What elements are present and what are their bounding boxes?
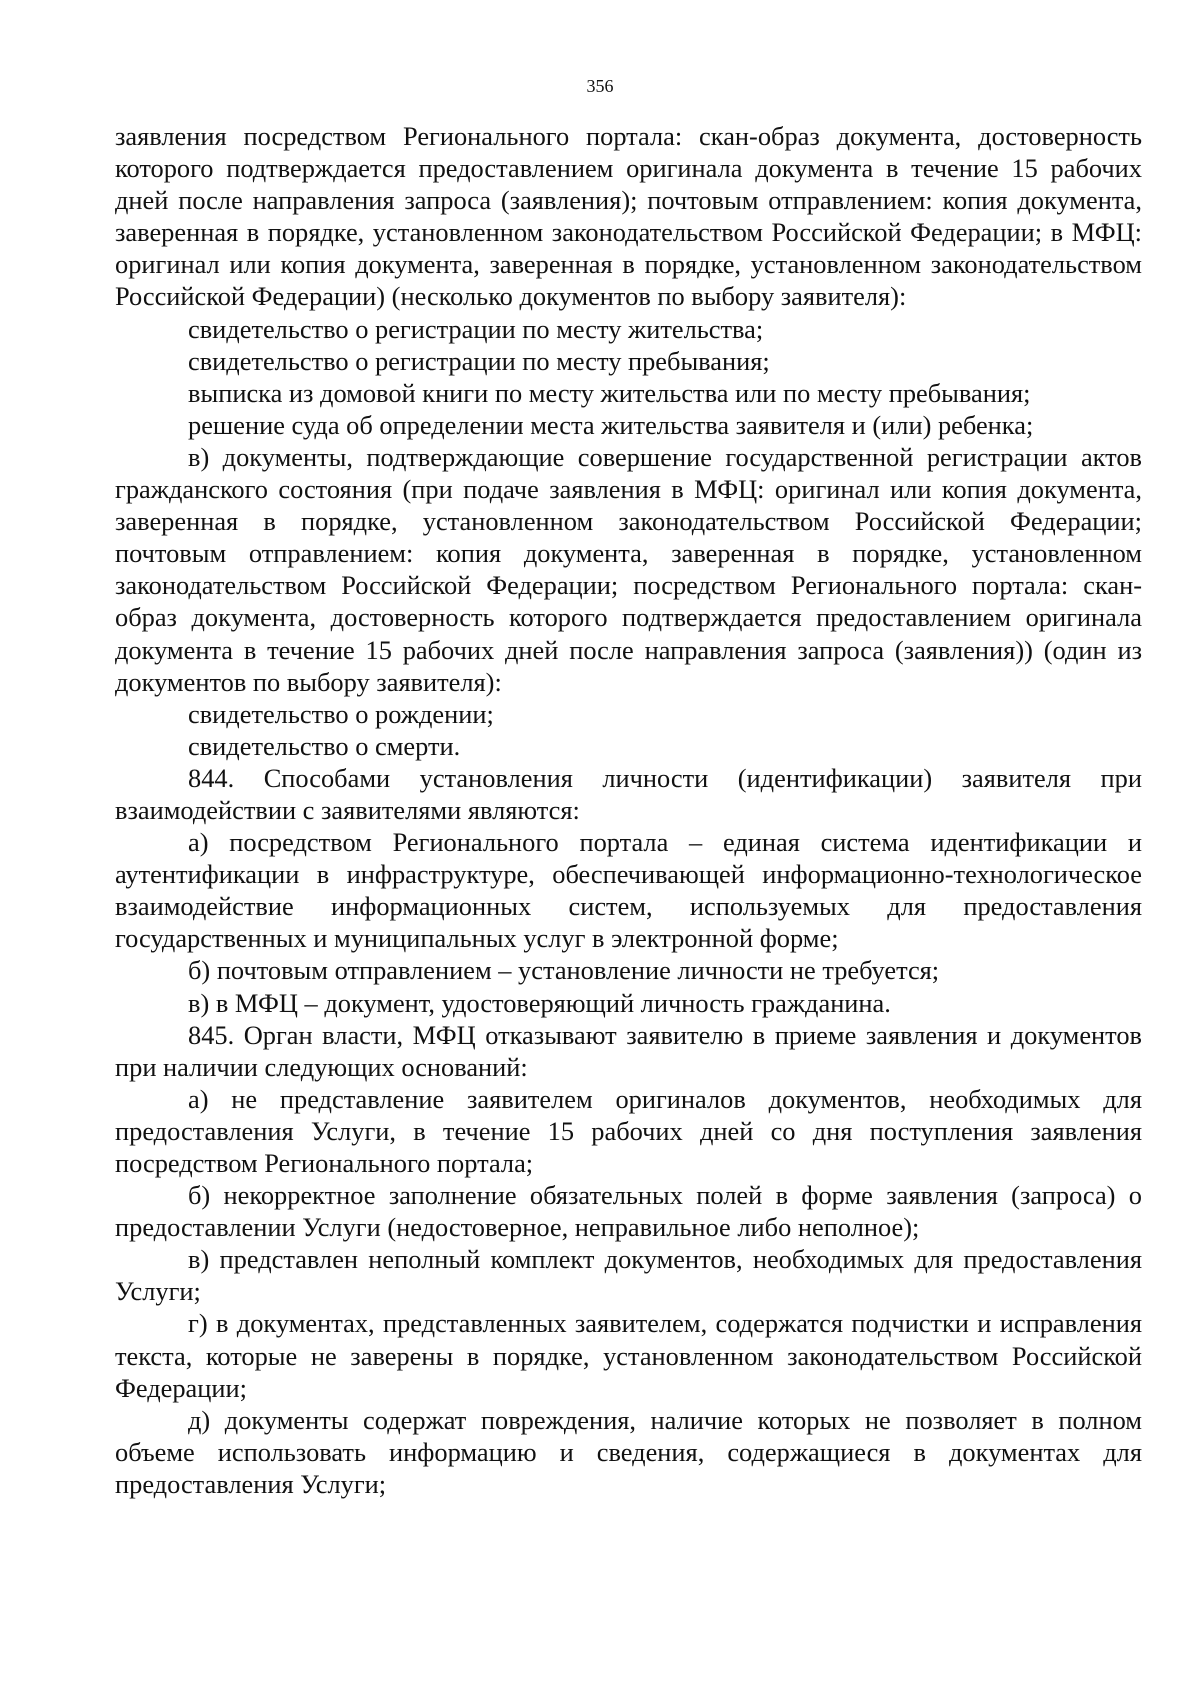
paragraph-844-v: в) в МФЦ – документ, удостоверяющий личность гражданина. (188, 987, 891, 1018)
list-item-birth-certificate: свидетельство о рождении; (188, 698, 494, 729)
paragraph-845-a: а) не представление заявителем оригиналов документов, необходимых для предоставления Услуги, в течение 15 рабочих дней со дня поступления заявления посредством Регионального портала; (115, 1083, 1142, 1178)
list-item-residence-registration: свидетельство о регистрации по месту жительства; (188, 313, 764, 344)
paragraph-844: 844. Способами установления личности (идентификации) заявителя при взаимодействии с заявителями являются: (115, 762, 1142, 825)
document-body (115, 120, 1142, 1500)
paragraph-845: 845. Орган власти, МФЦ отказывают заявителю в приеме заявления и документов при наличии следующих оснований: (115, 1019, 1142, 1082)
page-number: 356 (586, 76, 614, 96)
paragraph-845-b: б) некорректное заполнение обязательных полей в форме заявления (запроса) о предоставлении Услуги (недостоверное, неправильное либо неполное); (115, 1180, 1142, 1243)
paragraph-845-d: д) документы содержат повреждения, наличие которых не позволяет в полном объеме использовать информацию и сведения, содержащиеся в документах для предоставления Услуги; (115, 1404, 1142, 1499)
list-item-court-decision: решение суда об определении места жительства заявителя и (или) ребенка; (188, 409, 1034, 440)
paragraph-845-v: в) представлен неполный комплект документов, необходимых для предоставления Услуги; (115, 1244, 1142, 1307)
paragraph-civil-status-documents: в) документы, подтверждающие совершение государственной регистрации актов гражданского состояния (при подаче заявления в МФЦ: оригинал или копия документа, заверенная в порядке, установленном законодательством Российской Федерации; почтовым отправлением: копия документа, заверенная в порядке, установленном законодательством Российской Федерации; посредством Регионального портала: скан-образ документа, достоверность которого подтверждается предоставлением оригинала документа в течение 15 рабочих дней после направления запроса (заявления)) (один из документов по выбору заявителя): (115, 441, 1142, 697)
list-item-death-certificate: свидетельство о смерти. (188, 730, 461, 761)
paragraph-844-b: б) почтовым отправлением – установление личности не требуется; (188, 955, 940, 986)
paragraph-845-g: г) в документах, представленных заявителем, содержатся подчистки и исправления текста, которые не заверены в порядке, установленном законодательством Российской Федерации; (115, 1308, 1142, 1403)
paragraph-continuation: заявления посредством Регионального портала: скан-образ документа, достоверность которого подтверждается предоставлением оригинала документа в течение 15 рабочих дней после направления запроса (заявления); почтовым отправлением: копия документа, заверенная в порядке, установленном законодательством Российской Федерации; в МФЦ: оригинал или копия документа, заверенная в порядке, установленном законодательством Российской Федерации) (несколько документов по выбору заявителя): (115, 121, 1142, 312)
list-item-stay-registration: свидетельство о регистрации по месту пребывания; (188, 345, 770, 376)
paragraph-844-a: а) посредством Регионального портала – единая система идентификации и аутентификации в инфраструктуре, обеспечивающей информационно-технологическое взаимодействие информационных систем, используемых для предоставления государственных и муниципальных услуг в электронной форме; (115, 827, 1142, 954)
list-item-house-book-extract: выписка из домовой книги по месту жительства или по месту пребывания; (188, 377, 1031, 408)
